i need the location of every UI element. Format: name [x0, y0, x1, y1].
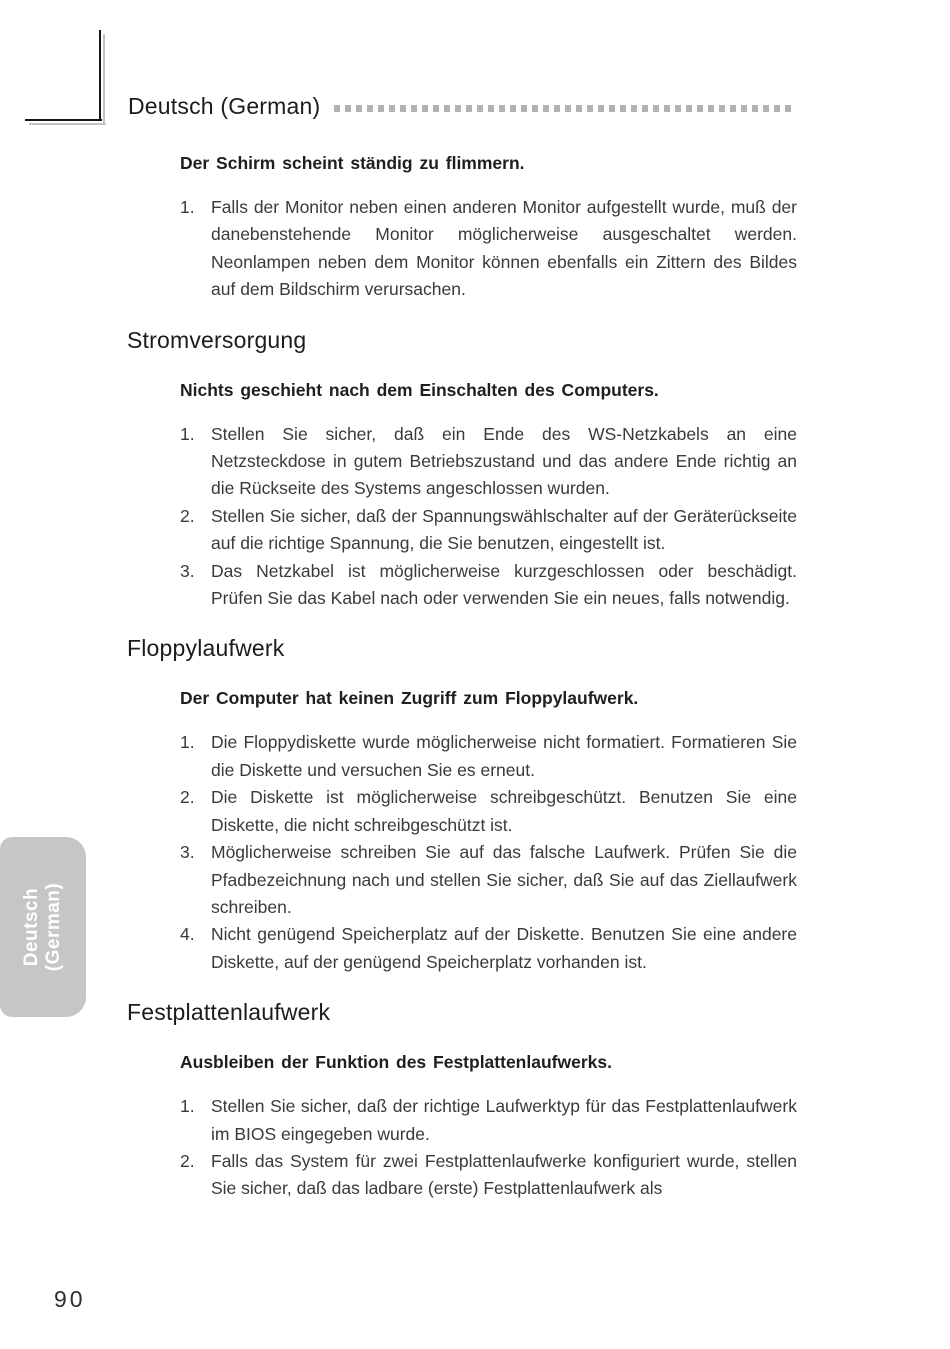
section-screen-flicker: [127, 150, 797, 304]
problem-statement: Der Computer hat keinen Zugriff zum Floppylaufwerk.: [180, 688, 639, 709]
problem-statement: Ausbleiben der Funktion des Festplattenlaufwerks.: [180, 1052, 612, 1073]
steps-list: [180, 729, 797, 976]
problem-statement: Nichts geschieht nach dem Einschalten des Computers.: [180, 379, 659, 400]
list-item: Das Netzkabel ist möglicherweise kurzgeschlossen oder beschädigt. Prüfen Sie das Kabel nach oder verwenden Sie ein neues, falls notwendig.: [211, 560, 797, 609]
language-side-tab: [0, 837, 86, 1017]
corner-mark-horizontal-line: [25, 119, 102, 121]
content-column: [127, 0, 797, 1203]
list-item: Stellen Sie sicher, daß der richtige Laufwerktyp für das Festplattenlaufwerk im BIOS eingegeben wurde.: [211, 1096, 797, 1144]
section-heading: Stromversorgung: [127, 326, 307, 353]
language-header-title: Deutsch (German): [128, 93, 321, 119]
list-item: Stellen Sie sicher, daß der Spannungswählschalter auf der Geräterückseite auf die richtige Spannung, die Sie benutzen, eingestellt ist.: [211, 505, 797, 554]
list-item: Möglicherweise schreiben Sie auf das falsche Laufwerk. Prüfen Sie die Pfadbezeichnung nach und stellen Sie sicher, daß Sie auf das Ziellaufwerk schreiben.: [211, 842, 797, 917]
list-item: Die Floppydiskette wurde möglicherweise nicht formatiert. Formatieren Sie die Diskette und versuchen Sie es erneut.: [211, 732, 797, 780]
section-hard-drive: [127, 997, 797, 1203]
corner-mark-vertical-line: [99, 30, 101, 121]
section-heading: Festplattenlaufwerk: [127, 999, 331, 1026]
list-item: Die Diskette ist möglicherweise schreibgeschützt. Benutzen Sie eine Diskette, die nicht schreibgeschützt ist.: [211, 787, 797, 835]
page-number: 90: [54, 1286, 86, 1312]
list-item: Stellen Sie sicher, daß ein Ende des WS-Netzkabels an eine Netzsteckdose in gutem Betriebszustand und das andere Ende richtig an die Rückseite des Systems angeschlossen wurden.: [211, 423, 797, 499]
steps-list: [180, 1093, 797, 1203]
section-floppy-drive: [127, 633, 797, 976]
side-tab-label-line1: Deutsch: [21, 887, 42, 967]
side-tab-label-line2: (German): [43, 882, 64, 972]
list-item: Falls der Monitor neben einen anderen Monitor aufgestellt wurde, muß der danebenstehende Monitor möglicherweise ausgeschaltet werden. Neonlampen neben dem Monitor können ebenfalls ein Zittern des Bildes auf dem Bildschirm verursachen.: [211, 197, 797, 300]
side-tab-label: [21, 847, 65, 1007]
section-power-supply: [127, 325, 797, 613]
list-item: Falls das System für zwei Festplattenlaufwerke konfiguriert wurde, stellen Sie sicher, daß das ladbare (erste) Festplattenlaufwerk als: [211, 1150, 797, 1199]
steps-list: [180, 194, 797, 304]
steps-list: [180, 421, 797, 613]
problem-statement: Der Schirm scheint ständig zu flimmern.: [180, 153, 525, 173]
section-heading: Floppylaufwerk: [127, 635, 285, 662]
list-item: Nicht genügend Speicherplatz auf der Diskette. Benutzen Sie eine andere Diskette, auf der genügend Speicherplatz vorhanden ist.: [211, 924, 797, 972]
